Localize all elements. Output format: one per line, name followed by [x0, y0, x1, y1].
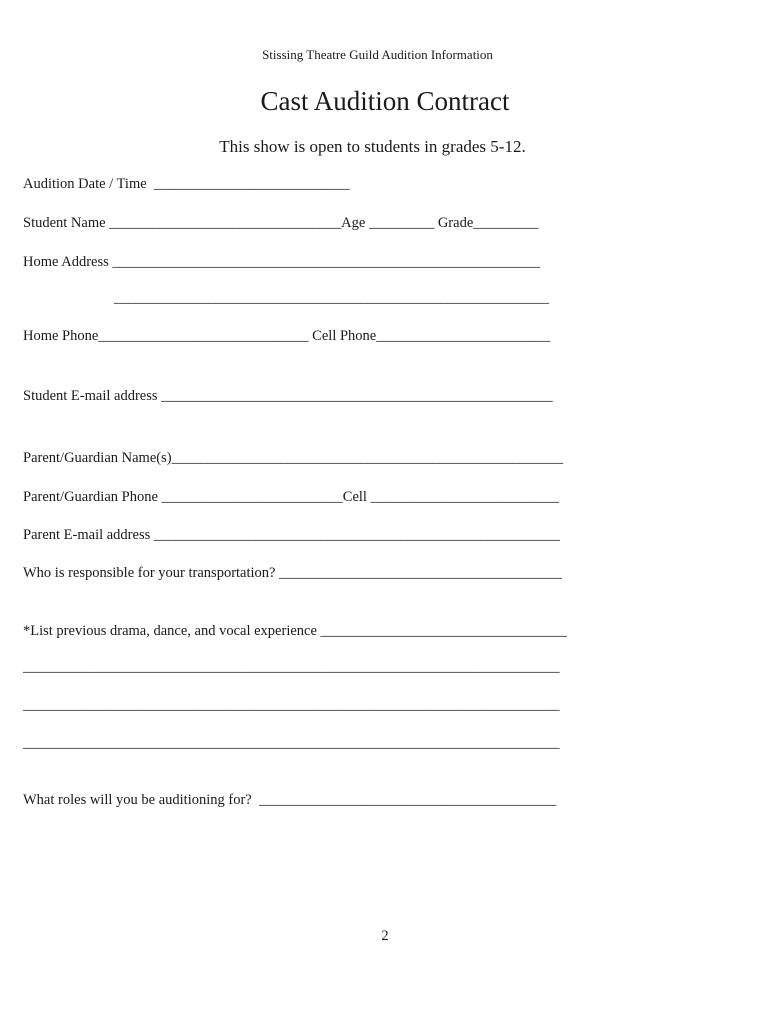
- document-header-note: Stissing Theatre Guild Audition Information: [262, 47, 493, 62]
- parent-email-field[interactable]: Parent E-mail address ________________________________________________________: [23, 527, 560, 543]
- parent-guardian-phone-field[interactable]: Parent/Guardian Phone _________________________Cell __________________________: [23, 489, 560, 505]
- home-address-continuation-line[interactable]: ____________________________________________________________: [114, 290, 549, 306]
- experience-line-2[interactable]: __________________________________________________________________________: [23, 697, 560, 713]
- parent-guardian-name-field[interactable]: Parent/Guardian Name(s)______________________________________________________: [23, 450, 564, 466]
- experience-line-1[interactable]: __________________________________________________________________________: [23, 659, 560, 675]
- experience-field[interactable]: *List previous drama, dance, and vocal experience __________________________________: [23, 623, 568, 639]
- home-address-field[interactable]: Home Address ___________________________________________________________: [23, 254, 541, 270]
- page-title: Cast Audition Contract: [260, 86, 510, 116]
- audition-roles-field[interactable]: What roles will you be auditioning for? _________________________________________: [23, 792, 557, 808]
- audition-date-field[interactable]: Audition Date / Time ___________________________: [23, 176, 350, 192]
- transportation-field[interactable]: Who is responsible for your transportation? _______________________________________: [23, 565, 562, 581]
- student-email-field[interactable]: Student E-mail address ______________________________________________________: [23, 388, 553, 404]
- page-subtitle: This show is open to students in grades 5-12.: [219, 137, 526, 156]
- phone-fields[interactable]: Home Phone_____________________________ Cell Phone________________________: [23, 328, 551, 344]
- page-number: 2: [381, 928, 389, 944]
- experience-line-3[interactable]: __________________________________________________________________________: [23, 735, 560, 751]
- student-name-age-grade-field[interactable]: Student Name ________________________________Age _________ Grade_________: [23, 215, 539, 231]
